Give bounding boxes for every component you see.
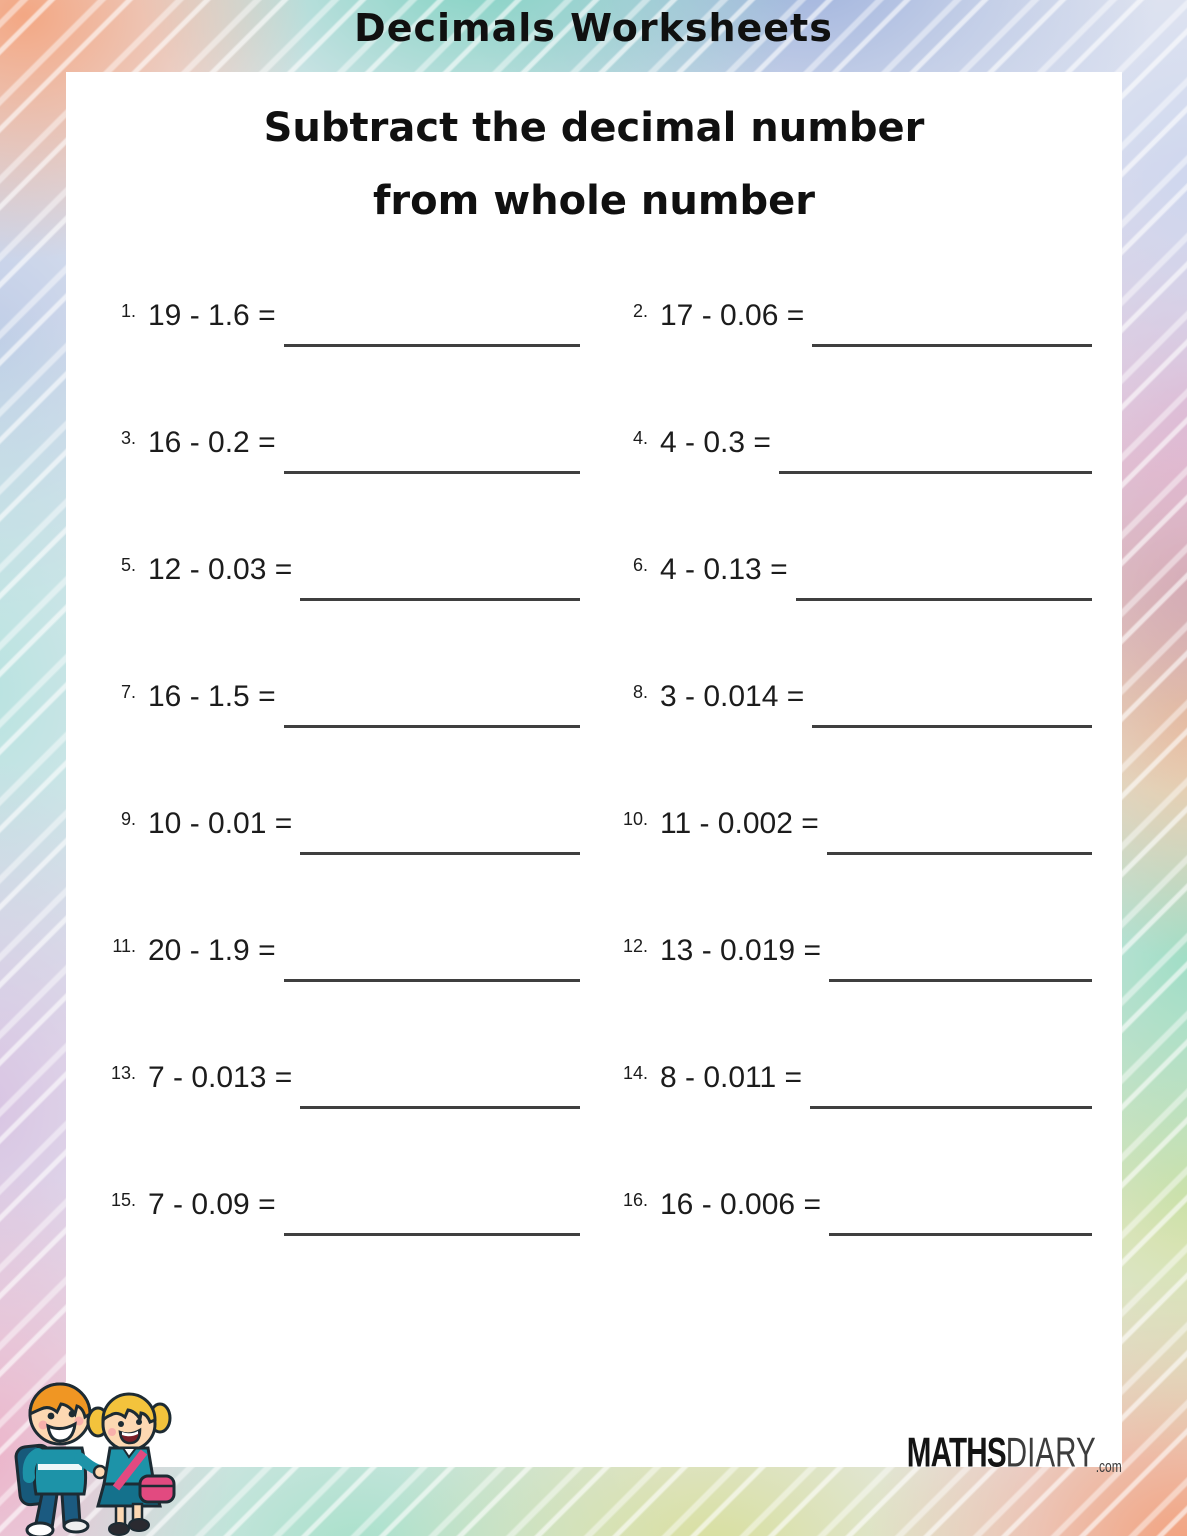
problem-number: 15. [110, 1190, 136, 1210]
instruction-line-1: Subtract the decimal number [263, 105, 925, 151]
problem-expression: 7 - 0.09 = [148, 1188, 276, 1221]
answer-line[interactable] [300, 552, 580, 601]
problem-number: 4. [632, 428, 648, 448]
problems-grid [94, 298, 1092, 1314]
answer-line[interactable] [829, 1187, 1092, 1236]
answer-line[interactable] [284, 1187, 580, 1236]
problem-expression: 3 - 0.014 = [660, 680, 805, 713]
problem-item-2 [606, 298, 1092, 425]
problem-number: 11. [112, 936, 136, 956]
instruction-line-2: from whole number [372, 178, 815, 224]
answer-line[interactable] [300, 806, 580, 855]
problem-item-6 [606, 552, 1092, 679]
problem-expression: 11 - 0.002 = [660, 807, 819, 840]
answer-line[interactable] [284, 425, 580, 474]
problem-number: 14. [622, 1063, 648, 1083]
problem-expression: 16 - 1.5 = [148, 680, 276, 713]
problem-number: 3. [120, 428, 136, 448]
problem-item-9 [94, 806, 580, 933]
answer-line[interactable] [779, 425, 1092, 474]
problem-expression: 16 - 0.006 = [660, 1188, 821, 1221]
problem-expression: 17 - 0.06 = [660, 299, 805, 332]
worksheet-page [66, 72, 1122, 1477]
problem-expression: 4 - 0.3 = [660, 426, 771, 459]
answer-line[interactable] [300, 1060, 580, 1109]
problem-number: 12. [622, 936, 648, 956]
problem-number: 5. [120, 555, 136, 575]
problem-number: 1. [120, 301, 136, 321]
problem-expression: 7 - 0.013 = [148, 1061, 293, 1094]
problem-item-14 [606, 1060, 1092, 1187]
logo-text-domain: .com [1095, 1457, 1122, 1477]
problem-expression: 4 - 0.13 = [660, 553, 788, 586]
problem-number: 10. [622, 809, 648, 829]
problem-expression: 8 - 0.011 = [660, 1061, 803, 1094]
answer-line[interactable] [284, 933, 580, 982]
problem-item-15 [94, 1187, 580, 1314]
problem-item-1 [94, 298, 580, 425]
problem-expression: 13 - 0.019 = [660, 934, 821, 967]
page-title: Decimals Worksheets [354, 6, 833, 50]
mathsdiary-logo [907, 1429, 1122, 1477]
problem-expression: 10 - 0.01 = [148, 807, 293, 840]
problem-item-5 [94, 552, 580, 679]
problem-item-16 [606, 1187, 1092, 1314]
answer-line[interactable] [812, 679, 1092, 728]
problem-number: 16. [622, 1190, 648, 1210]
problem-number: 6. [632, 555, 648, 575]
problem-item-12 [606, 933, 1092, 1060]
problem-item-3 [94, 425, 580, 552]
problem-number: 8. [632, 682, 648, 702]
problem-number: 9. [120, 809, 136, 829]
problem-item-13 [94, 1060, 580, 1187]
problem-item-11 [94, 933, 580, 1060]
answer-line[interactable] [796, 552, 1092, 601]
problem-expression: 12 - 0.03 = [148, 553, 293, 586]
problem-number: 13. [110, 1063, 136, 1083]
answer-line[interactable] [284, 679, 580, 728]
answer-line[interactable] [829, 933, 1092, 982]
answer-line[interactable] [812, 298, 1092, 347]
problem-item-7 [94, 679, 580, 806]
answer-line[interactable] [810, 1060, 1092, 1109]
worksheet-instruction [66, 92, 1122, 238]
problem-number: 2. [632, 301, 648, 321]
answer-line[interactable] [827, 806, 1092, 855]
problem-number: 7. [120, 682, 136, 702]
answer-line[interactable] [284, 298, 580, 347]
problem-expression: 16 - 0.2 = [148, 426, 276, 459]
problem-expression: 20 - 1.9 = [148, 934, 276, 967]
logo-text-maths: MATHS [907, 1429, 1007, 1476]
problem-item-10 [606, 806, 1092, 933]
problem-expression: 19 - 1.6 = [148, 299, 276, 332]
logo-text-diary: DIARY [1006, 1429, 1096, 1476]
children-illustration [4, 1358, 194, 1536]
problem-item-8 [606, 679, 1092, 806]
problem-item-4 [606, 425, 1092, 552]
